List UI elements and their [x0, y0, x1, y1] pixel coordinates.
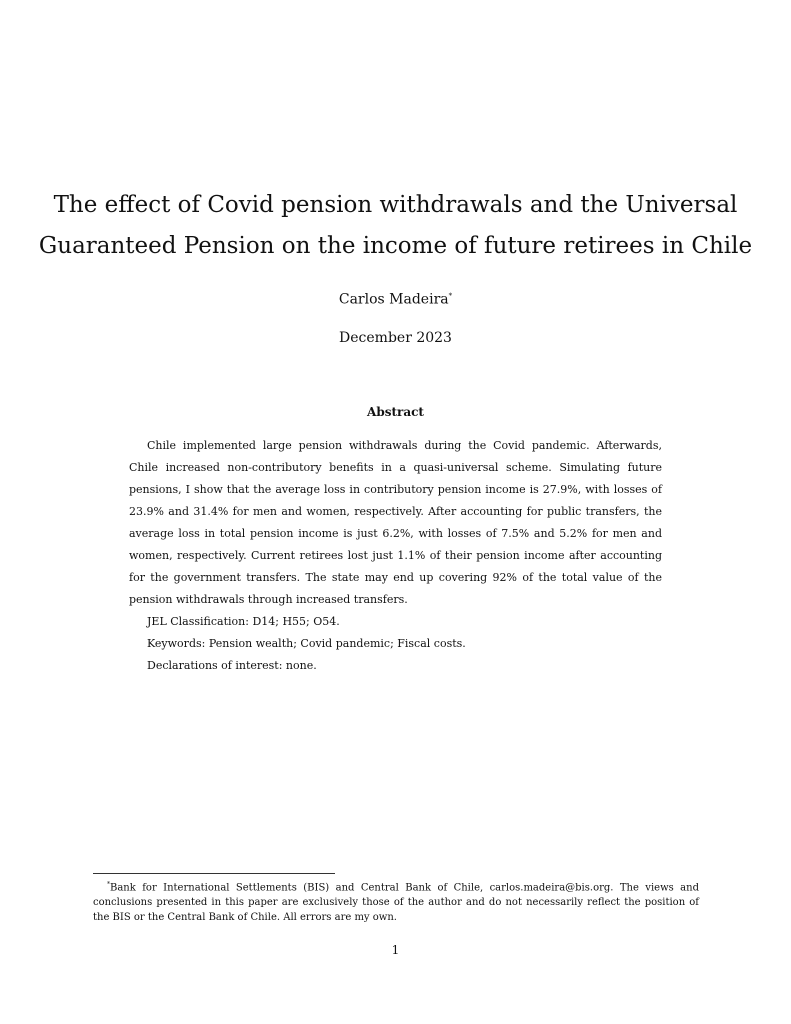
author-footnote-mark: * — [448, 292, 453, 300]
paper-title-line-1: The effect of Covid pension withdrawals and the Universal — [53, 192, 738, 218]
paper-title-line-2: Guaranteed Pension on the income of future retirees in Chile — [38, 233, 753, 259]
publication-date: December 2023 — [339, 330, 452, 346]
abstract-heading: Abstract — [367, 405, 424, 419]
page-number: 1 — [391, 943, 400, 957]
footnote-mark: * — [107, 881, 110, 888]
declarations-of-interest: Declarations of interest: none. — [147, 659, 317, 672]
jel-classification: JEL Classification: D14; H55; O54. — [147, 615, 340, 628]
author-name: Carlos Madeira — [338, 291, 449, 308]
footnote-text: Bank for International Settlements (BIS) and Central Bank of Chile, carlos.madeira@bis.org. The views and conclusions presented in this paper are exclusively those of the author and do not necessarily reflect the position of the BIS or the Central Bank of Chile. All errors are my own. — [93, 882, 699, 924]
footnote — [93, 877, 699, 925]
paper-title — [0, 185, 791, 267]
author-line — [0, 286, 791, 310]
keywords: Keywords: Pension wealth; Covid pandemic; Fiscal costs. — [147, 637, 466, 650]
abstract-text: Chile implemented large pension withdrawals during the Covid pandemic. Afterwards, Chile increased non-contributory benefits in a quasi-universal scheme. Simulating future pensions, I show that the average loss in contributory pension income is 27.9%, with losses of 23.9% and 31.4% for men and women, respectively. After accounting for public transfers, the average loss in total pension income is just 6.2%, with losses of 7.5% and 5.2% for men and women, respectively. Current retirees lost just 1.1% of their pension income after accounting for the government transfers. The state may end up covering 92% of the total value of the pension withdrawals through increased transfers. — [129, 439, 662, 606]
footnote-separator — [93, 873, 335, 874]
abstract-section — [129, 435, 662, 677]
